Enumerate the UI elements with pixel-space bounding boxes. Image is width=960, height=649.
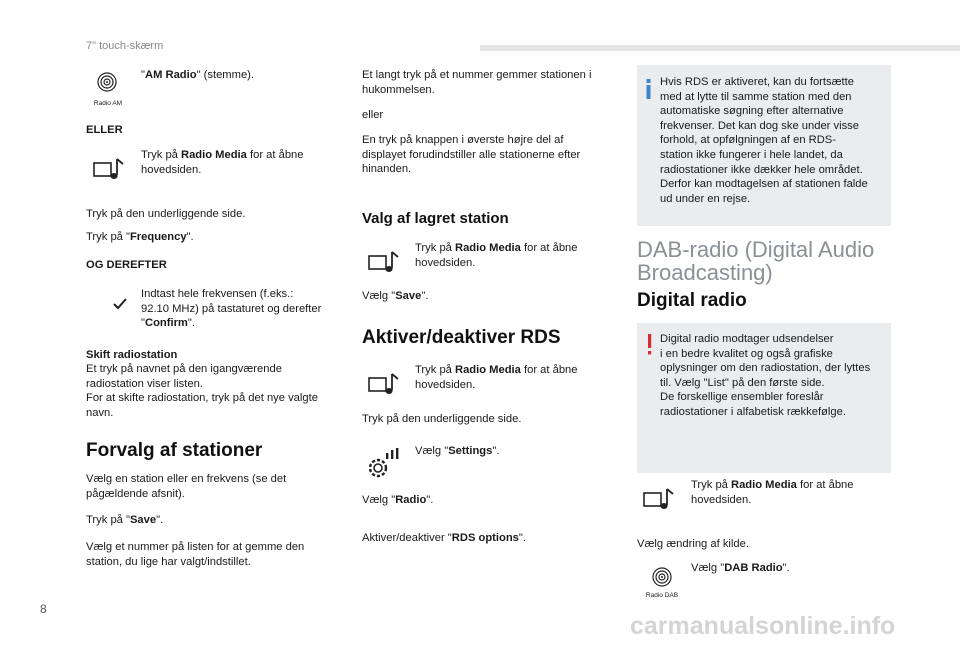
warning-icon [648,334,652,356]
page-number: 8 [40,602,47,616]
lower-page-text-2: Tryk på den underliggende side. [362,413,522,425]
radio-media-text-3: Tryk på Radio Media for at åbne hovedsiden. [415,364,578,391]
radio-dab-icon-label: Radio DAB [645,592,679,599]
settings-icon [364,446,404,482]
radio-media-icon [93,157,129,183]
info-note-box [637,65,891,226]
dab-radio-text: Vælg "DAB Radio". [691,562,790,574]
radio-media-text-2: Tryk på Radio Media for at åbne hovedsiden. [415,242,578,269]
skift-title: Skift radiostation [86,349,178,361]
radio-am-icon [90,71,124,101]
header-bar [480,45,960,51]
watermark: carmanualsonline.info [630,612,896,640]
vaelg-save-text: Vælg "Save". [362,290,429,302]
frequency-text: Tryk på "Frequency". [86,231,194,243]
vaelg-radio-text: Vælg "Radio". [362,494,434,506]
info-icon [645,79,653,99]
am-radio-text: "AM Radio" (stemme). [141,69,255,81]
input-frequency-text: Indtast hele frekvensen (f.eks.: 92.10 MHz) på tastaturet og derefter "Confirm". [141,288,322,330]
rds-heading: Aktiver/deaktiver RDS [362,327,561,348]
valg-af-lagret-heading: Valg af lagret station [362,210,509,227]
settings-text: Vælg "Settings". [415,445,500,457]
eller-label: ELLER [86,124,123,136]
radio-media-icon [643,487,679,513]
forvalg-text: Vælg en station eller en frekvens (se det pågældende afsnit). [86,473,287,500]
radio-media-text-1: Tryk på Radio Media for at åbne hovedsiden. [141,149,304,176]
lower-page-text: Tryk på den underliggende side. [86,208,246,220]
radio-am-icon-label: Radio AM [93,100,123,107]
warning-note-text: Digital radio modtager udsendelser i en bedre kvalitet og også grafiske oplysninger om den radiostation, der lyttes til. Vælg "List" på den første side. De forskellige ensembler foreslår radiostationer i alfabetisk rækkefølge. [660,333,871,418]
save-text: Tryk på "Save". [86,514,164,526]
info-note-text: Hvis RDS er aktiveret, kan du fortsætte med at lytte til samme station med den automatiske søgning efter alternative frekvenser. Det kan dog ske under visse forhold, at opfølgningen af en RDS- station ikke fungerer i hele landet, da radiostationer ikke dækker hele området. Derfor kan modtagelsen af stationen falde ud under en rejse. [660,76,868,205]
warning-note-box [637,323,891,473]
vaelg-nummer-text: Vælg et nummer på listen for at gemme den station, du lige har valgt/indstillet. [86,541,305,568]
radio-media-icon [368,372,404,398]
forvalg-heading: Forvalg af stationer [86,440,263,461]
checkmark-icon [112,297,128,310]
page-header-title: 7" touch-skærm [86,40,164,52]
dab-heading: DAB-radio (Digital Audio Broadcasting) [637,237,875,285]
skift-text: Et tryk på navnet på den igangværende radiostation viser listen. For at skifte radiostation, tryk på det nye valgte navn. [86,363,318,419]
radio-dab-icon [645,566,679,594]
radio-media-icon [368,250,404,276]
kilde-text: Vælg ændring af kilde. [637,538,749,550]
rds-options-text: Aktiver/deaktiver "RDS options". [362,532,526,544]
radio-media-text-4: Tryk på Radio Media for at åbne hovedsiden. [691,479,854,506]
og-derefter-label: OG DEREFTER [86,259,167,271]
long-press-text: Et langt tryk på et nummer gemmer stationen i hukommelsen. [362,69,592,96]
short-press-text: En tryk på knappen i øverste højre del af displayet forudindstiller alle stationerne efter hinanden. [362,134,581,176]
digital-radio-heading: Digital radio [637,290,747,311]
eller-text: eller [362,109,384,121]
